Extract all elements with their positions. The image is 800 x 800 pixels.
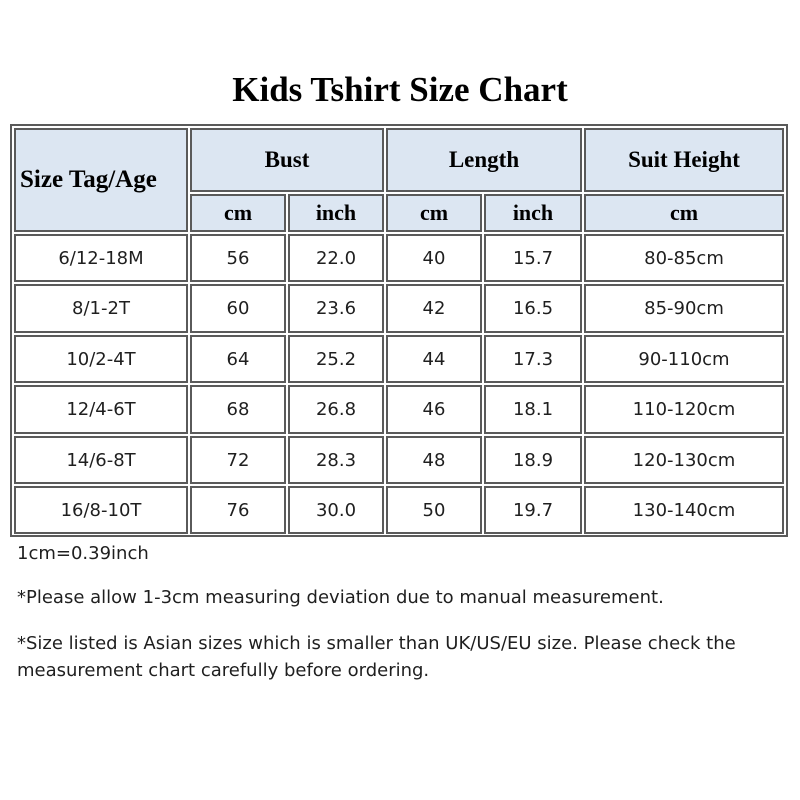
deviation-note: *Please allow 1-3cm measuring deviation due to manual measurement.: [17, 587, 664, 608]
cell-length-inch: 15.7: [484, 234, 582, 282]
cell-bust-inch: 25.2: [288, 335, 384, 383]
cell-size: 10/2-4T: [14, 335, 188, 383]
cell-size: 14/6-8T: [14, 436, 188, 484]
subheader-suit-height-cm: cm: [584, 194, 784, 232]
cell-size: 8/1-2T: [14, 284, 188, 333]
cell-bust-inch: 30.0: [288, 486, 384, 534]
header-bust: Bust: [190, 128, 384, 192]
page-title: Kids Tshirt Size Chart: [232, 70, 568, 109]
cell-size: 6/12-18M: [14, 234, 188, 282]
cell-bust-cm: 68: [190, 385, 286, 434]
cell-length-inch: 18.9: [484, 436, 582, 484]
cell-length-inch: 19.7: [484, 486, 582, 534]
cell-suit-height: 90-110cm: [584, 335, 784, 383]
cell-bust-inch: 28.3: [288, 436, 384, 484]
cell-bust-inch: 23.6: [288, 284, 384, 333]
cell-suit-height: 130-140cm: [584, 486, 784, 534]
asian-sizes-note: *Size listed is Asian sizes which is smaller than UK/US/EU size. Please check the measurement chart carefully before ordering.: [17, 633, 736, 681]
conversion-note: 1cm=0.39inch: [17, 543, 149, 564]
cell-suit-height: 120-130cm: [584, 436, 784, 484]
subheader-length-inch: inch: [484, 194, 582, 232]
cell-length-cm: 40: [386, 234, 482, 282]
cell-bust-inch: 26.8: [288, 385, 384, 434]
header-suit-height: Suit Height: [584, 128, 784, 192]
cell-size: 12/4-6T: [14, 385, 188, 434]
cell-suit-height: 80-85cm: [584, 234, 784, 282]
subheader-bust-cm: cm: [190, 194, 286, 232]
cell-length-cm: 44: [386, 335, 482, 383]
subheader-length-cm: cm: [386, 194, 482, 232]
cell-length-cm: 46: [386, 385, 482, 434]
cell-suit-height: 85-90cm: [584, 284, 784, 333]
cell-bust-inch: 22.0: [288, 234, 384, 282]
cell-length-inch: 17.3: [484, 335, 582, 383]
cell-length-inch: 16.5: [484, 284, 582, 333]
header-size-tag-age: Size Tag/Age: [14, 128, 188, 232]
cell-length-cm: 42: [386, 284, 482, 333]
size-chart-table: [10, 124, 788, 537]
header-length: Length: [386, 128, 582, 192]
cell-suit-height: 110-120cm: [584, 385, 784, 434]
subheader-bust-inch: inch: [288, 194, 384, 232]
cell-length-cm: 50: [386, 486, 482, 534]
cell-bust-cm: 60: [190, 284, 286, 333]
cell-length-inch: 18.1: [484, 385, 582, 434]
cell-bust-cm: 56: [190, 234, 286, 282]
cell-bust-cm: 72: [190, 436, 286, 484]
cell-bust-cm: 76: [190, 486, 286, 534]
cell-length-cm: 48: [386, 436, 482, 484]
cell-size: 16/8-10T: [14, 486, 188, 534]
cell-bust-cm: 64: [190, 335, 286, 383]
